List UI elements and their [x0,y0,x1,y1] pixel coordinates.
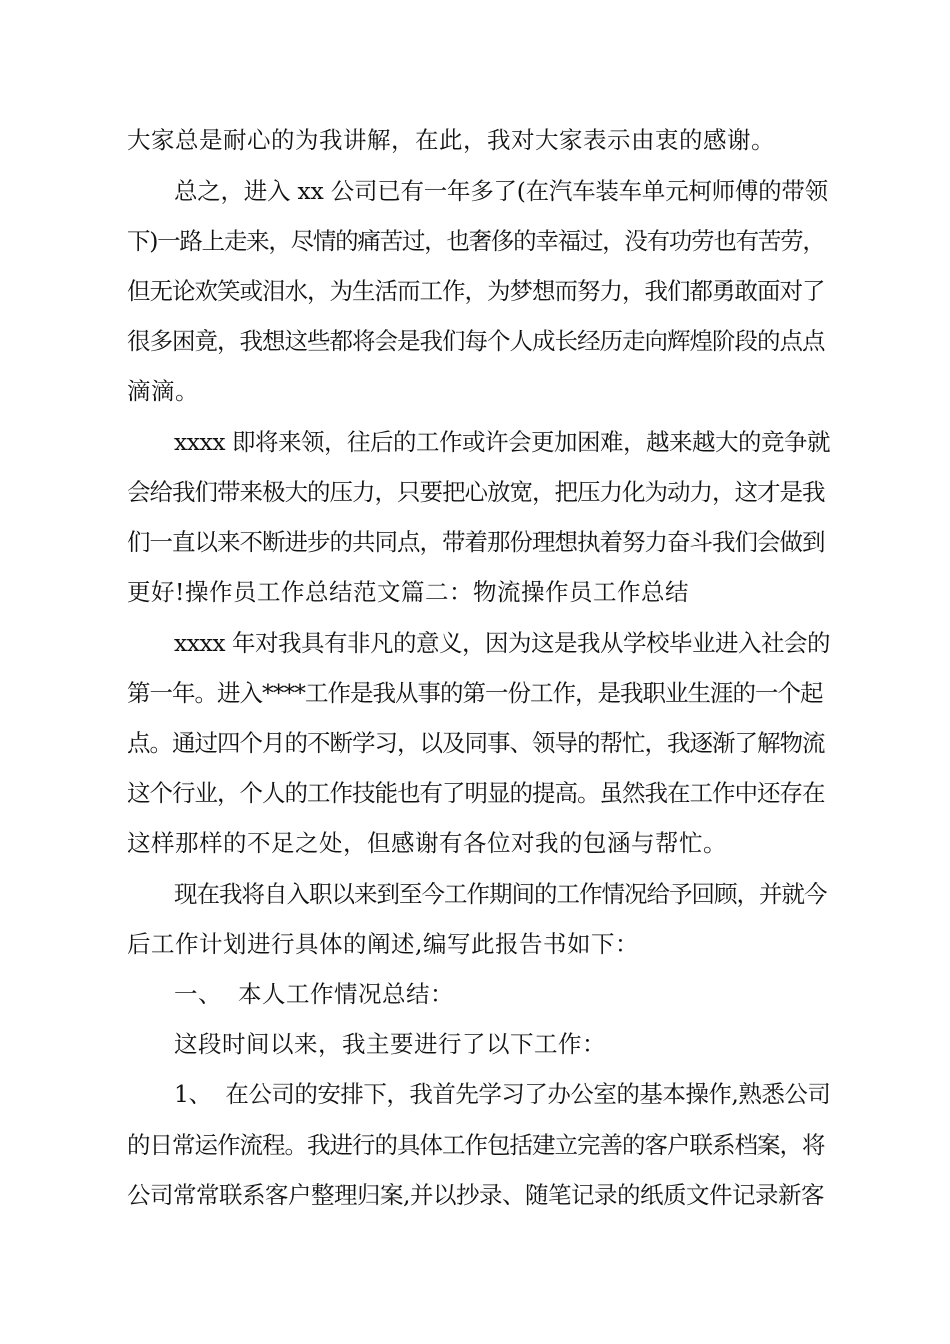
text-line: 1、 在公司的安排下，我首先学习了办公室的基本操作,熟悉公司 [174,1080,831,1108]
text-line: 会给我们带来极大的压力，只要把心放宽，把压力化为动力，这才是我 [127,478,825,506]
text-line: 下)一路上走来，尽情的痛苦过，也奢侈的幸福过，没有功劳也有苦劳， [127,227,825,255]
text-line: 第一年。进入****工作是我从事的第一份工作，是我职业生涯的一个起 [127,679,823,707]
text-line: xxxx 即将来领，往后的工作或许会更加困难，越来越大的竞争就 [174,428,830,456]
text-line: 很多困竟，我想这些都将会是我们每个人成长经历走向辉煌阶段的点点 [127,327,825,355]
text-line: 但无论欢笑或泪水，为生活而工作，为梦想而努力，我们都勇敢面对了 [127,277,825,305]
text-line: 这段时间以来，我主要进行了以下工作： [174,1030,606,1058]
text-line: 公司常常联系客户整理归案,并以抄录、随笔记录的纸质文件记录新客 [127,1181,824,1209]
text-line: 总之，进入 xx 公司已有一年多了(在汽车装车单元柯师傅的带领 [174,177,828,205]
text-line: 们一直以来不断进步的共同点，带着那份理想执着努力奋斗我们会做到 [127,528,825,556]
text-line: 一、 本人工作情况总结： [174,980,454,1008]
text-line: 这样那样的不足之处，但感谢有各位对我的包涵与帮忙。 [127,829,727,857]
text-line: 大家总是耐心的为我讲解，在此，我对大家表示由衷的感谢。 [127,126,775,154]
text-line: 更好!操作员工作总结范文篇二：物流操作员工作总结 [127,578,689,606]
text-line: 点。通过四个月的不断学习，以及同事、领导的帮忙，我逐渐了解物流 [127,729,825,757]
text-line: 后工作计划进行具体的阐述,编写此报告书如下： [127,930,639,958]
text-line: xxxx 年对我具有非凡的意义，因为这是我从学校毕业进入社会的 [174,629,830,657]
text-line: 这个行业，个人的工作技能也有了明显的提高。虽然我在工作中还存在 [127,779,825,807]
text-line: 现在我将自入职以来到至今工作期间的工作情况给予回顾，并就今 [174,880,827,908]
text-line: 的日常运作流程。我进行的具体工作包括建立完善的客户联系档案，将 [127,1131,825,1159]
text-line: 滴滴。 [127,377,199,405]
